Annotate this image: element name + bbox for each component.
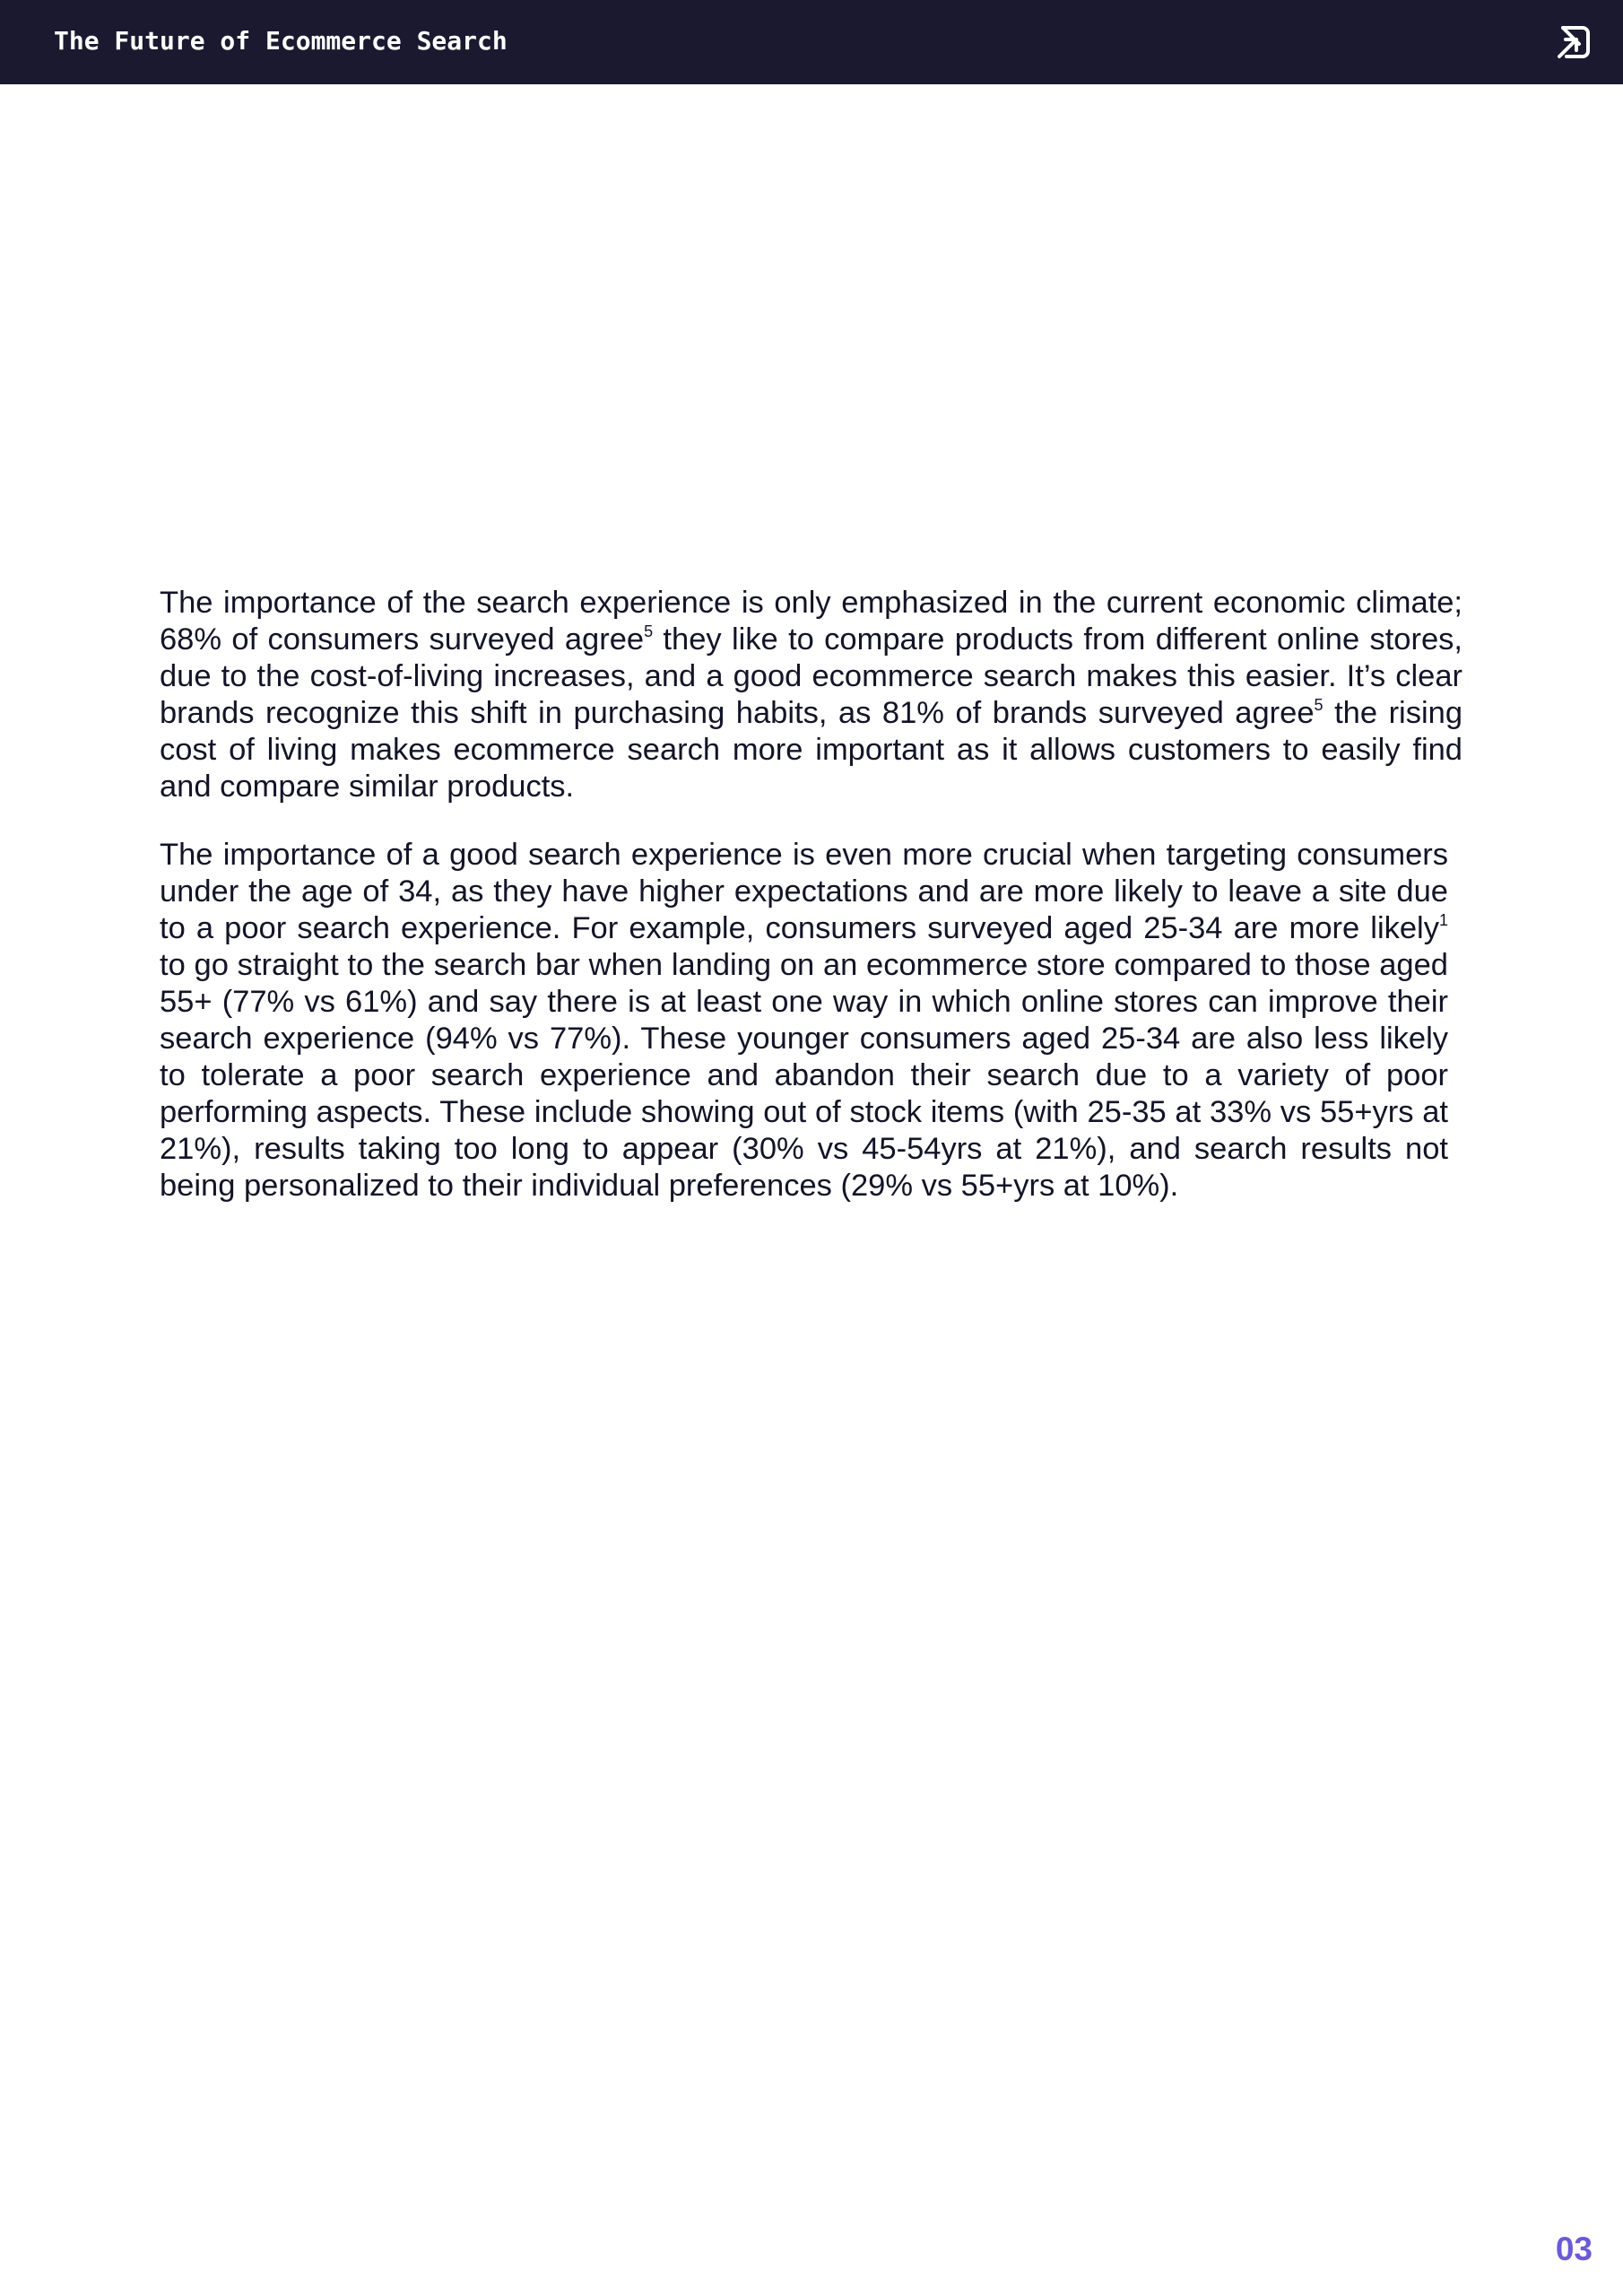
body-paragraph-2 [160,837,1448,1205]
paragraph-text: they like to compare products from different online stores, due to the cost-of-living increases, and a good ecommerce search makes this easier. It’s clear brands recognize this shift in purchasing habits, as 81% of brands surveyed agree [160,622,1462,730]
footnote-reference: 1 [1438,911,1448,929]
paragraph-text: The importance of a good search experience is even more crucial when targeting consumers under the age of 34, as they have higher expectations and are more likely to leave a site due to a poor search experience. For example, consumers surveyed aged 25-34 are more likely [160,838,1448,945]
brand-arrow-logo-icon [1555,23,1593,61]
body-paragraph-1 [160,585,1462,805]
paragraph-text: to go straight to the search bar when landing on an ecommerce store compared to those aged 55+ (77% vs 61%) and say there is at least one way in which online stores can improve their search experience (94% vs 77%). These younger consumers aged 25-34 are also less likely to tolerate a poor search experience and abandon their search due to a variety of poor performing aspects. These include showing out of stock items (with 25-35 at 33% vs 55+yrs at 21%), results taking too long to appear (30% vs 45-54yrs at 21%), and search results not being personalized to their individual preferences (29% vs 55+yrs at 10%). [160,948,1448,1203]
paragraph-text: The importance of the search experience is only emphasized in the current economic climate; 68% of consumers surveyed agree [160,586,1462,657]
page-number: 03 [1555,2231,1593,2267]
footnote-reference: 5 [644,622,654,640]
document-title: The Future of Ecommerce Search [54,26,508,56]
footnote-reference: 5 [1314,696,1324,714]
paragraph-text: the rising cost of living makes ecommerce search more important as it allows customers to easily find and compare similar products. [160,696,1463,804]
header-bar [0,0,1623,84]
